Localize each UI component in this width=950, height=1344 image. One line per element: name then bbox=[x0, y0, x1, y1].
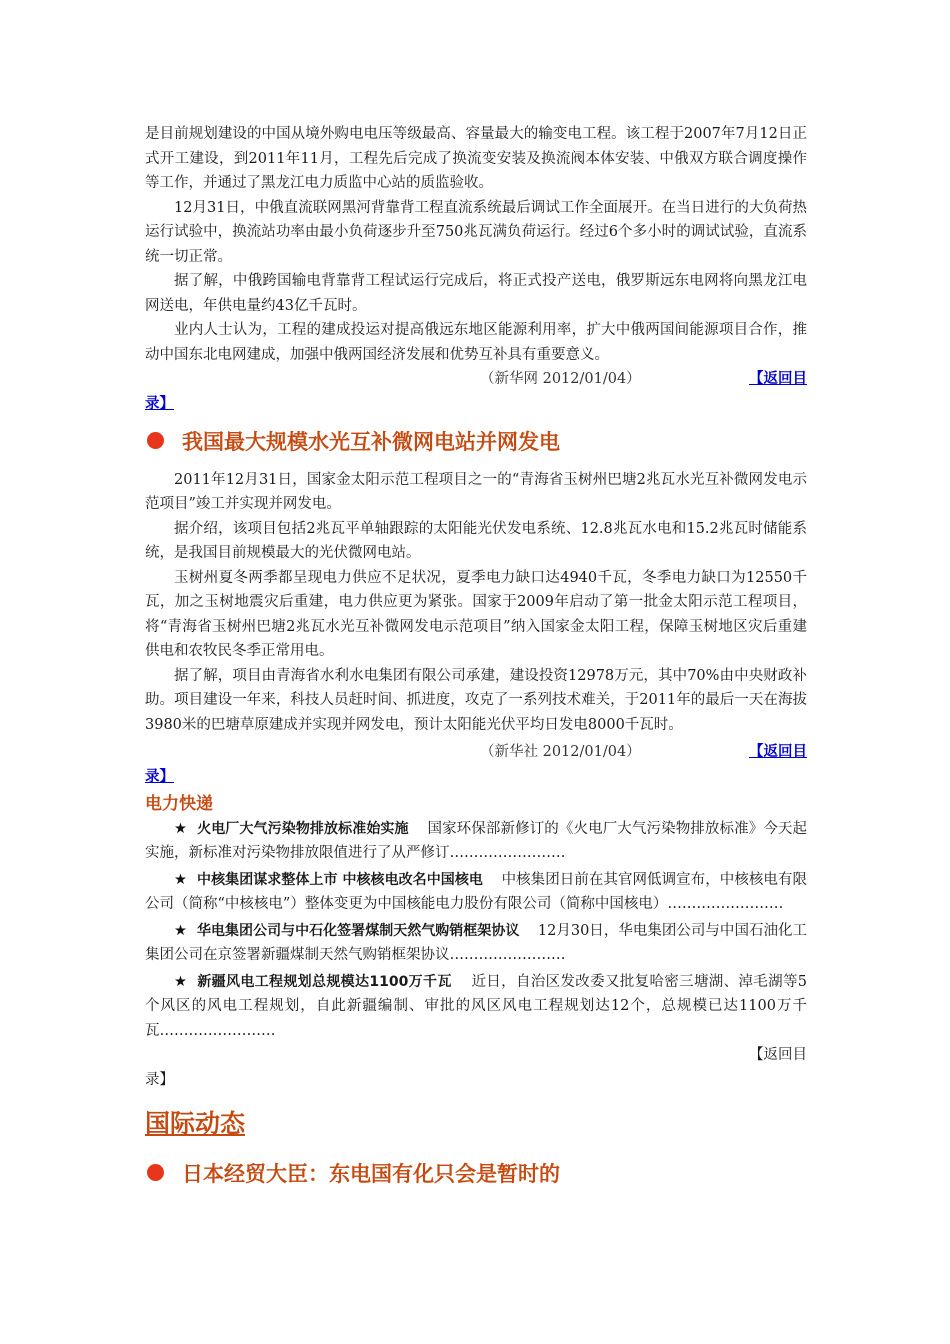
paragraph: 据了解，中俄跨国输电背靠背工程试运行完成后，将正式投产送电，俄罗斯远东电网将向黑龙江电网送电，年供电量约43亿千瓦时。 bbox=[145, 273, 807, 314]
source-attribution: （新华网 2012/01/04） bbox=[480, 371, 641, 387]
paragraph: 业内人士认为，工程的建成投运对提高俄远东地区能源利用率，扩大中俄两国间能源项目合作，推动中国东北电网建成，加强中俄两国经济发展和优势互补具有重要意义。 bbox=[145, 322, 807, 363]
article-title: 我国最大规模水光互补微网电站并网发电 bbox=[145, 422, 807, 460]
article-microgrid bbox=[145, 422, 807, 791]
paragraph: 据了解，项目由青海省水利水电集团有限公司承建，建设投资12978万元，其中70%由中央财政补助。项目建设一年来，科技人员赶时间、抓进度，攻克了一系列技术难关，于2011年的最后一天在海拔3980米的巴塘草原建成并实现并网发电，预计太阳能光伏平均日发电8000千瓦时。 bbox=[145, 667, 807, 733]
express-item-title[interactable]: 中核集团谋求整体上市 中核核电改名中国核电 bbox=[197, 871, 483, 888]
star-icon: ★ bbox=[174, 871, 188, 888]
back-to-toc-text-cont[interactable]: 录】 bbox=[145, 1071, 174, 1088]
paragraph: 据介绍，该项目包括2兆瓦平单轴跟踪的太阳能光伏发电系统、12.8兆瓦水电和15.2兆瓦时储能系统，是我国目前规模最大的光伏微网电站。 bbox=[145, 520, 807, 561]
back-to-toc-link[interactable]: 【返回目 bbox=[749, 370, 807, 387]
section-heading: 电力快递 bbox=[145, 793, 213, 814]
back-to-toc-link[interactable]: 【返回目 bbox=[749, 743, 807, 760]
paragraph: 玉树州夏冬两季都呈现电力供应不足状况，夏季电力缺口达4940千瓦，冬季电力缺口为12550千瓦，加之玉树地震灾后重建，电力供应更为紧张。国家于2009年启动了第一批金太阳示范工程项目，将“青海省玉树州巴塘2兆瓦水光互补微网发电示范项目”纳入国家金太阳工程，保障玉树地区灾后重建供电和农牧民冬季正常用电。 bbox=[145, 569, 807, 659]
back-to-toc-text[interactable]: 【返回目 bbox=[749, 1047, 807, 1063]
back-to-toc-link-cont[interactable]: 录】 bbox=[145, 767, 174, 785]
star-icon: ★ bbox=[174, 820, 188, 837]
back-to-toc-link-cont[interactable]: 录】 bbox=[145, 394, 174, 412]
back-row bbox=[145, 1043, 807, 1068]
bullet-dot-icon bbox=[147, 432, 164, 449]
document-page bbox=[145, 122, 807, 1190]
star-icon: ★ bbox=[174, 973, 188, 990]
express-item-title[interactable]: 火电厂大气污染物排放标准始实施 bbox=[197, 820, 409, 837]
section-heading: 国际动态 bbox=[145, 1108, 246, 1138]
express-item bbox=[145, 970, 807, 1044]
power-express-section bbox=[145, 791, 807, 1094]
express-item-title[interactable]: 华电集团公司与中石化签署煤制天然气购销框架协议 bbox=[197, 922, 520, 939]
express-item-text: 国家环保部新修订的《火电厂大气污染物排放标准》今天起实施，新标准对污染物排放限值进行了从严修订…………………… bbox=[145, 820, 808, 861]
article-continuation bbox=[145, 122, 807, 418]
express-item bbox=[145, 868, 807, 917]
paragraph: 12月31日，中俄直流联网黑河背靠背工程直流系统最后调试工作全面展开。在当日进行的大负荷热运行试验中，换流站功率由最小负荷逐步升至750兆瓦满负荷运行。经过6个多小时的调试试验，直流系统一切正常。 bbox=[145, 199, 807, 265]
international-section bbox=[145, 1106, 807, 1190]
source-row bbox=[145, 367, 807, 392]
express-item-text: 12月30日，华电集团公司与中国石油化工集团公司在京签署新疆煤制天然气购销框架协议…………………… bbox=[145, 922, 808, 963]
express-item-text: 中核集团日前在其官网低调宣布，中核核电有限公司（简称“中核核电”）整体变更为中国核能电力股份有限公司（简称中国核电）…………………… bbox=[145, 871, 808, 912]
source-row bbox=[145, 740, 807, 765]
paragraph: 是目前规划建设的中国从境外购电电压等级最高、容量最大的输变电工程。该工程于2007年7月12日正式开工建设，到2011年11月，工程先后完成了换流变安装及换流阀本体安装、中俄双方联合调度操作等工作，并通过了黑龙江电力质监中心站的质监验收。 bbox=[145, 126, 807, 191]
express-item bbox=[145, 919, 807, 968]
paragraph: 2011年12月31日，国家金太阳示范工程项目之一的“青海省玉树州巴塘2兆瓦水光互补微网发电示范项目”竣工并实现并网发电。 bbox=[145, 471, 807, 512]
express-item-text: 近日，自治区发改委又批复哈密三塘湖、淖毛湖等5个风区的风电工程规划，自此新疆编制、审批的风区风电工程规划达12个，总规模已达1100万千瓦…………………… bbox=[145, 973, 808, 1039]
source-attribution: （新华社 2012/01/04） bbox=[480, 744, 641, 760]
express-item bbox=[145, 817, 807, 866]
article-title: 日本经贸大臣：东电国有化只会是暂时的 bbox=[145, 1156, 807, 1190]
star-icon: ★ bbox=[174, 922, 188, 939]
bullet-dot-icon bbox=[147, 1164, 164, 1181]
express-item-title[interactable]: 新疆风电工程规划总规模达1100万千瓦 bbox=[197, 973, 452, 990]
